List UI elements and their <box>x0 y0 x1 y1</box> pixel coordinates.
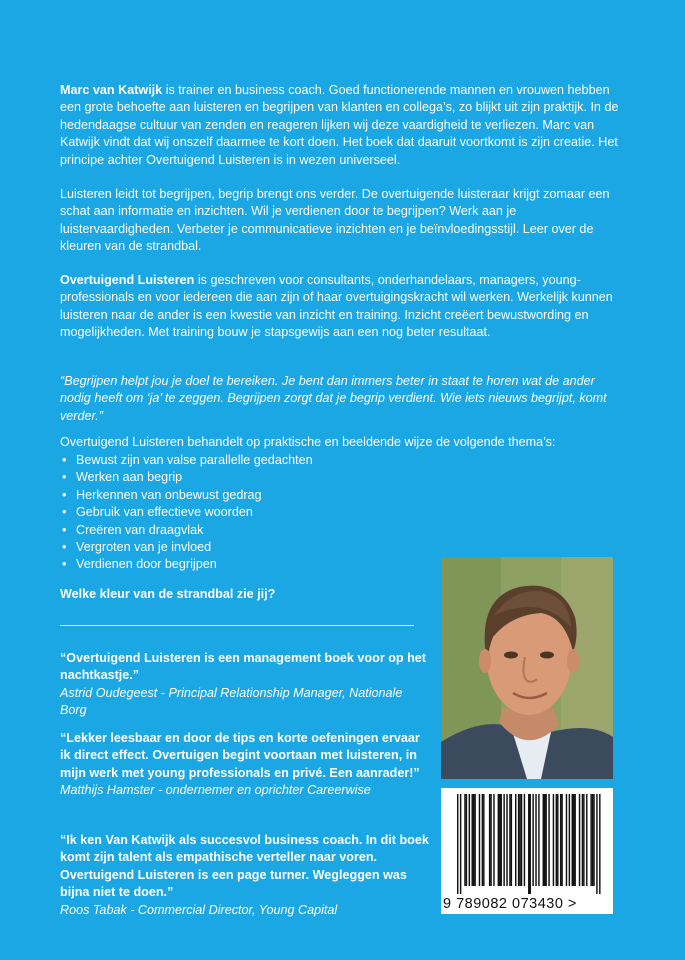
audience-text: is geschreven voor consultants, onderhandelaars, managers, young-professionals en voor iedereen die aan zijn of haar overtuigingskracht wil werken. Werkelijk kunnen luisteren naar de ander is een kwestie van inzicht en training. Inzicht creëert bewustwording en mogelijkheden. Met training bouw je stapsgewijs aan een nog beter resultaat. <box>60 273 613 340</box>
testimonial <box>60 832 430 919</box>
barcode-bar <box>553 794 554 886</box>
barcode-bar <box>472 794 473 886</box>
isbn-number: 9 789082 073430 > <box>443 896 577 912</box>
barcode-bar <box>457 794 458 894</box>
barcode-bar <box>592 794 593 886</box>
barcode-bar <box>469 794 470 886</box>
testimonial-quote: “Ik ken Van Katwijk als succesvol business coach. In dit boek komt zijn talent als empathische verteller naar voren. Overtuigend Luisteren is een page turner. Wegleggen was bijna niet te doen.” <box>60 833 429 900</box>
theme-item: • Verdienen door begrijpen <box>60 556 420 573</box>
theme-item: • Bewust zijn van valse parallelle gedachten <box>60 452 420 469</box>
barcode-bar <box>590 794 591 886</box>
theme-item: • Werken aan begrip <box>60 469 420 486</box>
testimonial-author: Matthijs Hamster - ondernemer en oprichter Careerwise <box>60 783 371 798</box>
beach-ball-question: Welke kleur van de strandbal zie jij? <box>60 587 276 601</box>
barcode-bar <box>515 794 516 886</box>
barcode-bar <box>574 794 575 886</box>
barcode-bar <box>518 794 519 886</box>
barcode-bar <box>530 794 531 894</box>
barcode-bar <box>498 794 499 886</box>
barcode-bar <box>466 794 467 886</box>
barcode-bar <box>479 794 480 886</box>
paragraph-listening: Luisteren leidt tot begrijpen, begrip brengt ons verder. De overtuigende luisteraar krijgt zomaar een schat aan informatie en inzichten. Wil je verdienen door te begrijpen? Werk aan je luistervaardigheden. Verbeter je communicatieve inzichten en je beïnvloedingsstijl. Leer over de kleuren van de strandbal. <box>60 187 610 254</box>
barcode-bar <box>506 794 507 886</box>
barcode-bar <box>569 794 570 886</box>
barcode-bar <box>582 794 583 886</box>
barcode-bar <box>583 794 584 886</box>
barcode-bar <box>519 794 520 886</box>
testimonial-quote: “Overtuigend Luisteren is een management boek voor op het nachtkastje.” <box>60 651 426 683</box>
barcode-bar <box>557 794 558 886</box>
barcode-bar <box>524 794 525 886</box>
paragraph-audience <box>60 272 620 342</box>
barcode-bars <box>441 788 613 896</box>
barcode-bar <box>573 794 574 886</box>
barcode-bar <box>528 794 529 894</box>
barcode-bar <box>538 794 539 886</box>
barcode-bar <box>543 794 544 886</box>
testimonial-author: Roos Tabak - Commercial Director, Young Capital <box>60 902 338 917</box>
theme-item: • Creëren van draagvlak <box>60 522 420 539</box>
barcode-bar <box>460 794 461 894</box>
main-quote: “Begrijpen helpt jou je doel te bereiken. Je bent dan immers beter in staat te horen wat de ander nodig heeft om ‘ja’ te zeggen. Begrijpen zorgt dat je begrip verdient. Wie iets nieuws begrijpt, komt verder.” <box>60 374 607 423</box>
barcode-bar <box>493 794 494 886</box>
barcode-bar <box>499 794 500 886</box>
barcode-bar <box>483 794 484 886</box>
barcode-bar <box>596 794 597 894</box>
testimonial-quote: “Lekker leesbaar en door de tips en korte oefeningen ervaar ik direct effect. Overtuigen begint voortaan met luisteren, in mijn werk met young professionals en privé. Een aanrader!” <box>60 731 420 780</box>
barcode-bar <box>556 794 557 886</box>
book-title-inline: Overtuigend Luisteren <box>60 273 195 287</box>
testimonial <box>60 650 430 720</box>
barcode-bar <box>503 794 504 886</box>
theme-item: • Gebruik van effectieve woorden <box>60 504 420 521</box>
barcode-bar <box>532 794 533 886</box>
barcode-bar <box>548 794 549 886</box>
barcode-bar <box>511 794 512 886</box>
barcode-bar <box>482 794 483 886</box>
intro-text: is trainer en business coach. Goed functionerende mannen en vrouwen hebben een grote behoefte aan luisteren en begrijpen van klanten en collega’s, zo blijkt uit zijn praktijk. In de hedendaagse cultuur van zenden en reageren lijken wij deze vaardigheid te verliezen. Marc van Katwijk vindt dat wij onszelf daarmee te kort doen. Het boek dat daaruit voortkomt is zijn creatie. Het principe achter Overtuigend Luisteren is in wezen universeel. <box>60 83 619 167</box>
barcode-bar <box>490 794 491 886</box>
barcode-bar <box>572 794 573 886</box>
barcode-bar <box>521 794 522 886</box>
barcode-bar <box>464 794 465 886</box>
testimonial <box>60 730 430 800</box>
barcode-bar <box>535 794 536 886</box>
barcode-bar <box>579 794 580 886</box>
barcode-bar <box>473 794 474 886</box>
theme-item: • Vergroten van je invloed <box>60 539 420 556</box>
barcode-bar <box>501 794 502 886</box>
testimonial-author: Astrid Oudegeest - Principal Relationship Manager, Nationale Borg <box>60 685 403 718</box>
themes-list <box>60 452 420 574</box>
barcode-bar <box>561 794 562 886</box>
barcode-bar <box>586 794 587 886</box>
barcode-bar <box>599 794 600 894</box>
barcode-bar <box>544 794 545 886</box>
intro-paragraph <box>60 82 620 169</box>
theme-item: • Herkennen van onbewust gedrag <box>60 487 420 504</box>
isbn-barcode <box>441 788 613 914</box>
barcode-bar <box>560 794 561 886</box>
author-portrait-illustration <box>441 557 613 779</box>
barcode-bar <box>489 794 490 886</box>
barcode-bar <box>566 794 567 886</box>
author-name: Marc van Katwijk <box>60 83 163 97</box>
barcode-bar <box>509 794 510 886</box>
barcode-bar <box>545 794 546 886</box>
divider <box>60 625 414 626</box>
barcode-bar <box>593 794 594 886</box>
barcode-bar <box>474 794 475 886</box>
author-photo <box>441 557 613 779</box>
themes-intro: Overtuigend Luisteren behandelt op praktische en beeldende wijze de volgende thema’s: <box>60 435 556 449</box>
